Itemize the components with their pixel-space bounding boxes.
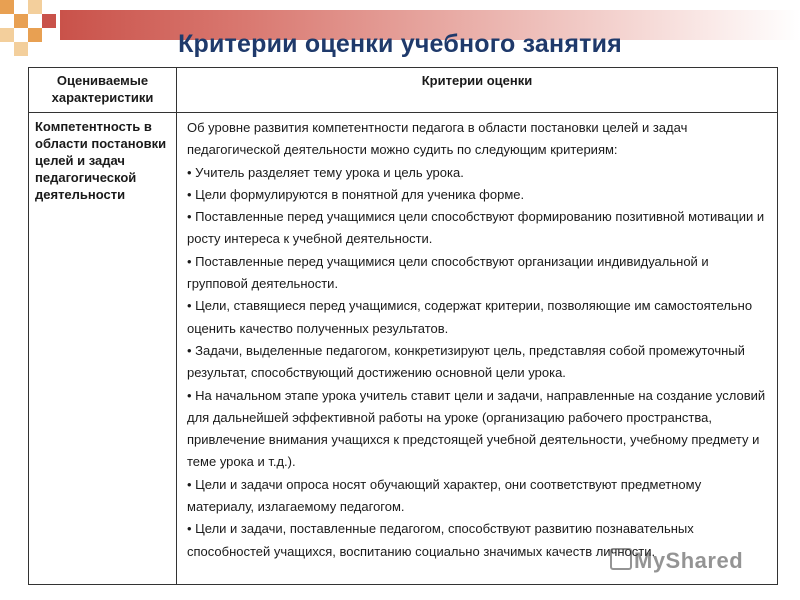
watermark-logo-icon xyxy=(610,548,632,570)
table-row xyxy=(29,113,778,585)
criteria-item: • Цели и задачи, поставленные педагогом, способствуют развитию познавательных способностей учащихся, воспитанию социально значимых качеств личности. xyxy=(187,521,694,559)
criteria-table xyxy=(28,67,778,585)
watermark-text: MyShared xyxy=(634,548,744,573)
criteria-item: • Цели, ставящиеся перед учащимися, содержат критерии, позволяющие им самостоятельно оценить качество полученных результатов. xyxy=(187,298,753,336)
criteria-item: • Поставленные перед учащимися цели способствуют организации индивидуальной и групповой деятельности. xyxy=(187,253,709,292)
criteria-item: • На начальном этапе урока учитель ставит цели и задачи, направленные на создание условий для дальнейшей эффективной работы на уроке (организацию рабочего пространства, привлечение внимания учащихся к предстоящей учебной деятельности, учебному предмету и теме урока и т.д.). xyxy=(187,387,766,470)
criteria-intro: Об уровне развития компетентности педагога в области постановки целей и задач педагогической деятельности можно судить по следующим критериям: xyxy=(187,120,688,158)
criteria-item: • Учитель разделяет тему урока и цель урока. xyxy=(187,164,464,180)
criteria-item: • Поставленные перед учащимися цели способствуют формированию позитивной мотивации и росту интереса к учебной деятельности. xyxy=(187,209,765,247)
criteria-item: • Цели формулируются в понятной для ученика форме. xyxy=(187,186,525,202)
watermark xyxy=(610,548,770,572)
characteristic-cell: Компетентность в области постановки целей и задач педагогической деятельности xyxy=(29,113,177,585)
deco-square xyxy=(14,14,28,28)
column-header-criteria: Критерии оценки xyxy=(177,68,778,113)
deco-square xyxy=(28,0,42,14)
criteria-item: • Задачи, выделенные педагогом, конкретизируют цель, представляя собой промежуточный результат, способствующий достижению основной цели урока. xyxy=(187,342,745,381)
criteria-cell xyxy=(177,113,778,585)
criteria-item: • Цели и задачи опроса носят обучающий характер, они соответствуют предметному материалу, излагаемому педагогом. xyxy=(187,476,702,515)
table-header-row xyxy=(29,68,778,113)
deco-square xyxy=(0,0,14,14)
page-title: Критерии оценки учебного занятия xyxy=(178,30,622,58)
deco-square xyxy=(42,14,56,28)
column-header-characteristics: Оцениваемые характеристики xyxy=(29,68,177,113)
